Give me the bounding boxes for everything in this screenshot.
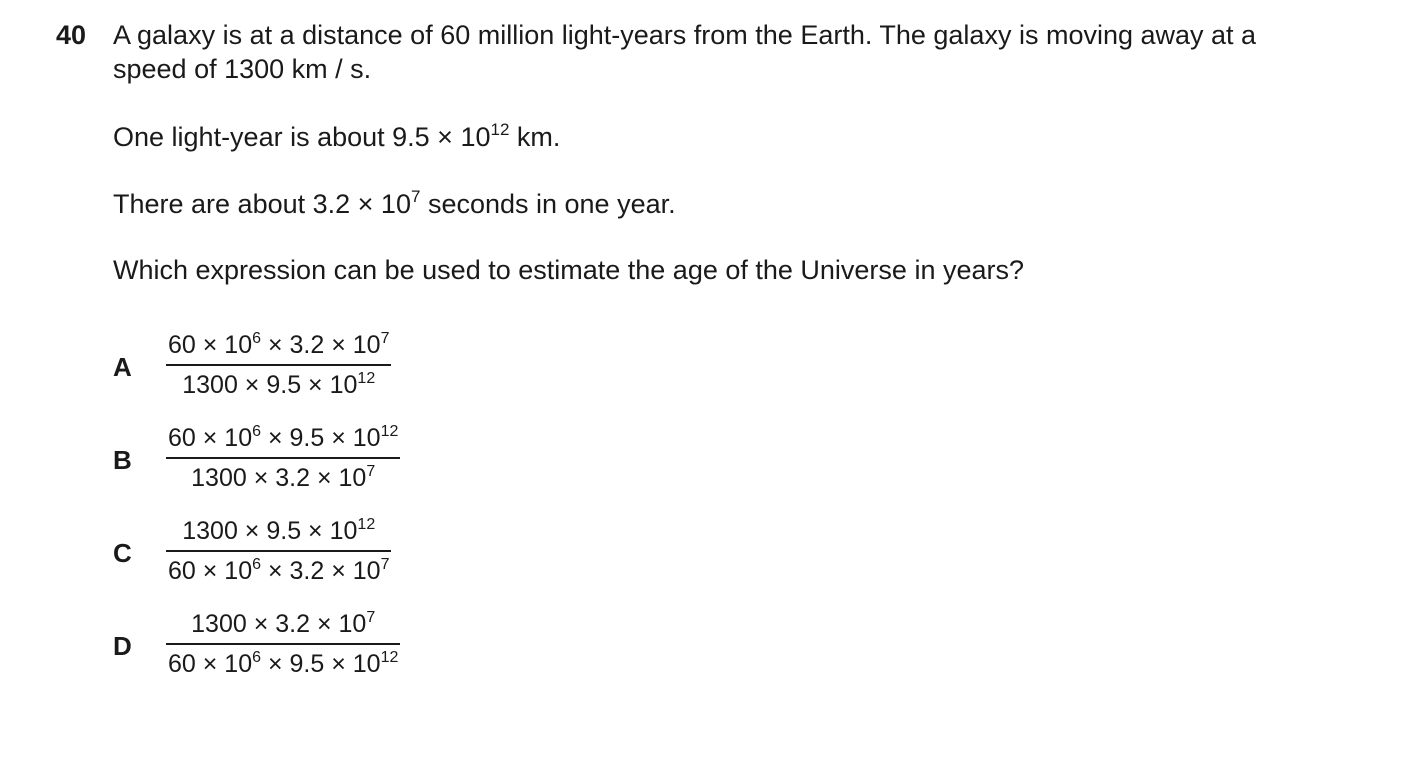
- option-a-denominator: [180, 370, 377, 400]
- seconds-text: There are about 3.2 × 10: [113, 189, 411, 219]
- exponent: 6: [252, 423, 262, 440]
- question-text-line-2: speed of 1300 km / s.: [113, 54, 372, 84]
- option-b-denominator: [189, 463, 377, 493]
- exponent: 12: [380, 649, 399, 666]
- exponent: 7: [366, 609, 376, 626]
- fraction-bar: [166, 457, 400, 459]
- term: 60 × 10: [168, 331, 253, 359]
- option-a-expression[interactable]: [166, 330, 391, 400]
- term: 1300 × 9.5 × 10: [182, 371, 358, 399]
- fraction-bar: [166, 364, 391, 366]
- option-d-denominator: [166, 649, 400, 679]
- exponent: 7: [366, 463, 376, 480]
- term: × 3.2 × 10: [261, 557, 381, 585]
- term: 1300 × 3.2 × 10: [191, 610, 367, 638]
- exponent: 6: [252, 330, 262, 347]
- option-c-numerator: [180, 516, 377, 546]
- exponent: 7: [380, 330, 390, 347]
- term: 1300 × 3.2 × 10: [191, 464, 367, 492]
- question-prompt: Which expression can be used to estimate the age of the Universe in years?: [113, 255, 1024, 285]
- term: 60 × 10: [168, 650, 253, 678]
- option-c-letter[interactable]: C: [113, 538, 132, 568]
- term: × 9.5 × 10: [261, 424, 381, 452]
- light-year-exponent: 12: [490, 120, 510, 139]
- option-b-numerator: [166, 423, 400, 453]
- light-year-text: One light-year is about 9.5 × 10: [113, 122, 491, 152]
- exponent: 12: [357, 516, 376, 533]
- fraction-bar: [166, 643, 400, 645]
- term: 1300 × 9.5 × 10: [182, 517, 358, 545]
- term: × 9.5 × 10: [261, 650, 381, 678]
- term: 60 × 10: [168, 557, 253, 585]
- light-year-statement: [113, 120, 560, 154]
- option-a-letter[interactable]: A: [113, 352, 132, 382]
- question-text-line-1: A galaxy is at a distance of 60 million light-years from the Earth. The galaxy is moving away at a: [113, 20, 1257, 50]
- question-number: 40: [56, 20, 87, 50]
- exponent: 12: [357, 370, 376, 387]
- option-b-letter[interactable]: B: [113, 445, 132, 475]
- seconds-suffix: seconds in one year.: [420, 189, 676, 219]
- term: × 3.2 × 10: [261, 331, 381, 359]
- option-d-letter[interactable]: D: [113, 631, 132, 661]
- seconds-statement: [113, 187, 676, 221]
- option-d-numerator: [189, 609, 377, 639]
- light-year-unit: km.: [509, 122, 561, 152]
- option-d-expression[interactable]: [166, 609, 400, 679]
- option-b-expression[interactable]: [166, 423, 400, 493]
- exponent: 6: [252, 556, 262, 573]
- term: 60 × 10: [168, 424, 253, 452]
- option-c-expression[interactable]: [166, 516, 391, 586]
- exponent: 6: [252, 649, 262, 666]
- exponent: 7: [380, 556, 390, 573]
- fraction-bar: [166, 550, 391, 552]
- exponent: 12: [380, 423, 399, 440]
- seconds-exponent: 7: [410, 187, 421, 206]
- option-c-denominator: [166, 556, 391, 586]
- option-a-numerator: [166, 330, 391, 360]
